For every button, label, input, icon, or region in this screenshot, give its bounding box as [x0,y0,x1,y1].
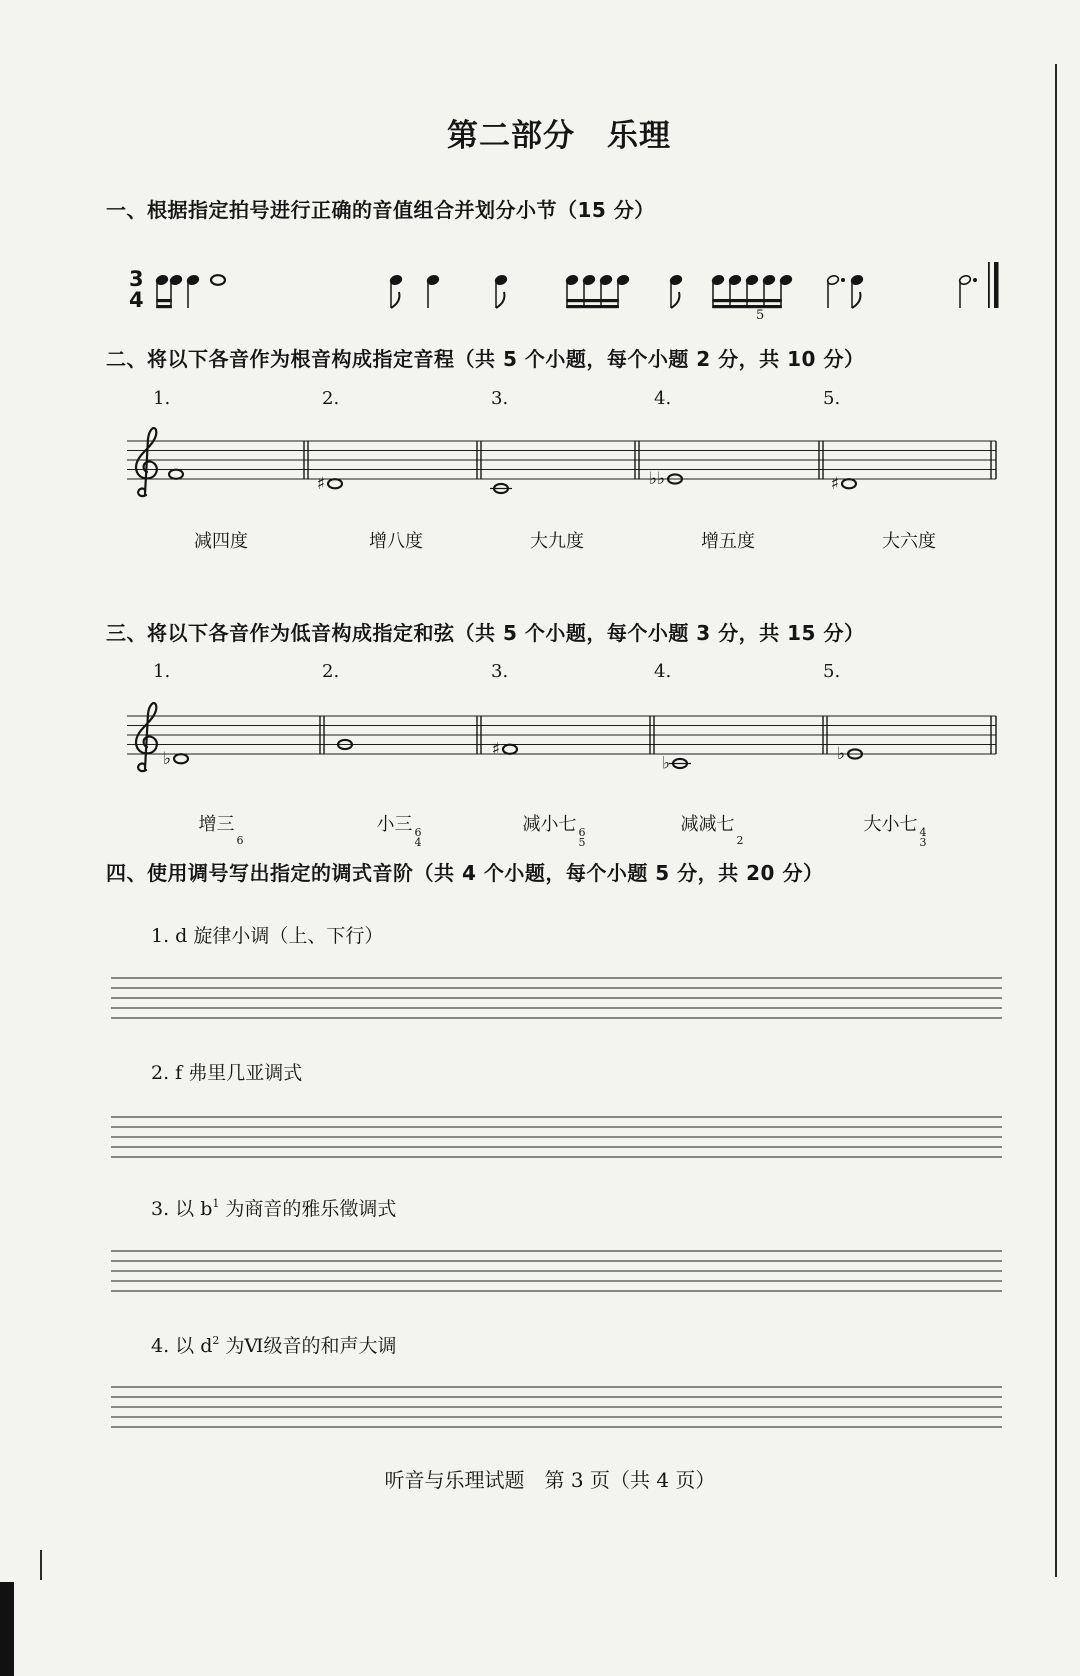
chord-name: 减小七 [522,814,577,835]
section2-heading: 二、将以下各音作为根音构成指定音程（共 5 个小题，每个小题 2 分，共 10 分） [106,347,865,371]
beam [156,305,172,308]
figure-bottom: 5 [578,836,586,849]
answer-staff [111,976,1002,1022]
interval-label: 增五度 [701,531,755,552]
note-flag [671,292,679,308]
beam [566,305,619,308]
accidental: ♭ [836,744,845,764]
interval-label: 大九度 [530,531,584,552]
scale-question-3 [151,1194,396,1221]
time-signature-top: 3 [129,267,144,291]
question-text: 为商音的雅乐徵调式 [219,1198,397,1220]
question-text: 3. 以 b [151,1198,213,1220]
note-flag [496,292,504,308]
figure-bottom: 2 [736,834,744,847]
whole-note [503,745,517,754]
question-number: 2. [322,661,340,682]
figure-top: 4 [919,826,927,839]
rhythm-line [0,250,1080,330]
chord-name: 增三 [198,814,235,835]
question-number: 1. [153,388,171,409]
scale-question-1: 1. d 旋律小调（上、下行） [151,925,384,947]
accidental: ♭ [661,753,670,774]
chord-label [835,810,955,848]
beam [566,299,619,302]
chord-figure [737,826,744,846]
question-number: 4. [654,661,672,682]
binding-mark [40,1550,42,1580]
question-number: 1. [153,661,171,682]
whole-note [328,479,342,488]
answer-staff [111,1385,1002,1431]
chord-name: 大小七 [863,814,918,835]
section3-heading: 三、将以下各音作为低音构成指定和弦（共 5 个小题，每个小题 3 分，共 15 分） [106,621,865,645]
question-number: 4. [654,388,672,409]
section1-heading: 一、根据指定拍号进行正确的音值组合并划分小节（15 分） [106,198,655,222]
scale-question-4 [151,1331,397,1358]
chord-figure [579,828,586,848]
scale-question-2: 2. f 弗里几亚调式 [151,1062,303,1084]
accidental: ♭♭ [648,469,665,489]
chord-staff [127,696,999,786]
scan-shadow [0,1582,14,1676]
chord-figure [920,828,927,848]
treble-clef-icon [136,703,157,771]
accidental: ♯ [491,739,500,760]
note-flag [391,292,399,308]
quintuplet-label: 5 [756,308,765,323]
chord-name: 减减七 [680,814,735,835]
figure-top: 6 [414,826,422,839]
accidental: ♯ [830,473,839,494]
octave-mark: 1 [212,1197,220,1210]
answer-staff [111,1115,1002,1161]
question-number: 3. [491,661,509,682]
page-footer: 听音与乐理试题 第 3 页（共 4 页） [384,1468,716,1492]
question-number: 3. [491,388,509,409]
question-text: 为Ⅵ级音的和声大调 [219,1335,397,1357]
chord-figure [237,826,244,846]
beam [156,299,172,302]
treble-clef-icon [136,428,157,496]
final-barline [994,262,999,308]
question-number: 5. [823,661,841,682]
whole-note [211,275,225,285]
whole-note [842,479,856,488]
beam [712,305,782,308]
whole-note [169,470,183,479]
chord-figure [415,828,422,848]
whole-note [174,754,188,763]
accidental: ♭ [162,748,171,769]
figure-bottom: 6 [236,834,244,847]
interval-label: 增八度 [369,531,423,552]
chord-label [494,810,614,848]
octave-mark: 2 [212,1334,220,1347]
augmentation-dot [841,278,845,282]
time-signature-bottom: 4 [129,288,144,312]
figure-top: 6 [578,826,586,839]
augmentation-dot [973,278,977,282]
page-title: 第二部分 乐理 [447,118,671,154]
chord-label [161,810,281,846]
answer-staff [111,1249,1002,1295]
chord-label [652,810,772,846]
figure-bottom: 3 [919,836,927,849]
beam [712,299,782,302]
question-number: 5. [823,388,841,409]
interval-label: 大六度 [882,531,936,552]
chord-name: 小三 [376,814,413,835]
accidental: ♯ [316,473,325,494]
chord-label [339,810,459,848]
figure-bottom: 4 [414,836,422,849]
section4-heading: 四、使用调号写出指定的调式音阶（共 4 个小题，每个小题 5 分，共 20 分） [106,861,824,885]
question-number: 2. [322,388,340,409]
barline [988,262,990,308]
question-text: 4. 以 d [151,1335,213,1357]
note-flag [852,292,860,308]
interval-staff [127,421,999,511]
interval-label: 减四度 [194,531,248,552]
